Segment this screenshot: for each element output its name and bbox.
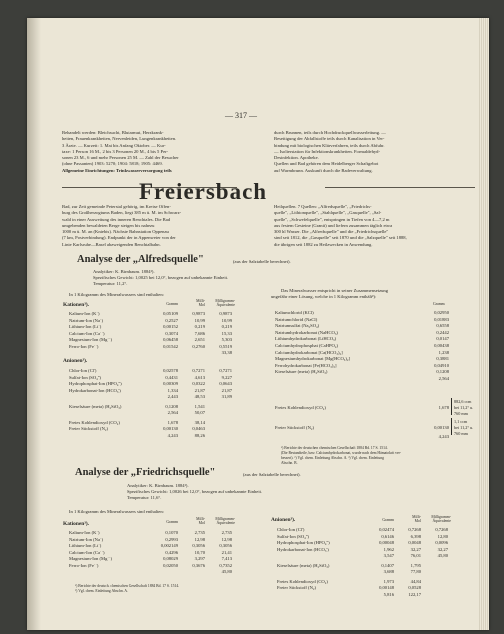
meta-line: Temperatur: 11,6°. xyxy=(127,495,162,501)
intro-right-line: — Isolierstation für Infektionskrankheiten. Formaldehyd- xyxy=(274,148,381,154)
intro-left-heading: Allgemeine Einrichtungen: Trinkwasserversorgung teils xyxy=(62,167,172,173)
a2-anionen-label: Anionen³). xyxy=(271,517,296,523)
table-row: Kieselsäure (meta) (H₂SiO₃) 0,1208 1,541 xyxy=(69,403,205,409)
sum-row: 33,38 xyxy=(221,350,232,355)
desc-right-line: 300 hl Wasser. Die „Alfredsquelle" und die „Friedrichsquelle" xyxy=(274,229,389,235)
intro-left-line: (ohne Passanten) 1903: 5270; 1904: 5818; 1905: 4469. xyxy=(62,161,163,167)
sum-row: 45,80 xyxy=(221,569,232,574)
a1-salts-intro: Das Mineralwasser entspricht in seiner Zusammensetzung ungefähr einer Lösung, welche in 1 Kilogramm enthält³): xyxy=(271,288,389,300)
a1-salts-header: Gramm xyxy=(433,302,445,306)
a1-anionen-label: Anionen³). xyxy=(63,358,88,364)
table-row: Ferro-Ion (Fe˙˙) 0,01542 0,2760 0,5519 xyxy=(69,343,232,349)
col-header: Milli- Mol xyxy=(196,299,205,307)
table-row: Calcium-Ion (Ca˙˙) 0,4296 10,70 21,41 xyxy=(69,549,232,555)
desc-right-line: aus festem Gesteine (Granit) und liefern zusammen täglich etwa xyxy=(274,222,393,228)
intro-right-line: bindung mit biologischen Klärverfahren, teils durch Abfuhr. xyxy=(274,142,385,148)
meta-line: Analytiker: K. Birnbaum. 1884¹). xyxy=(93,269,155,274)
section-title: Freiersbach xyxy=(139,179,268,204)
table-row: Hydrokarbonat-Ion (HCO₃') 1,962 32,27 32,27 xyxy=(277,546,448,552)
intro-right-line: Beseitigung der Abfallstoffe teils durch Kanalisation in Ver- xyxy=(274,136,385,142)
a2-anionen xyxy=(277,527,448,597)
a1-n2-label: Freier Stickstoff (N₂) xyxy=(275,425,315,430)
analysis-2-meta xyxy=(127,483,262,500)
meta-line: Spezifisches Gewicht: 1,0026 bei 12,0°, bezogen auf unbekannte Einheit. xyxy=(127,489,263,495)
table-row: Sulfat-Ion (SO₄'') 0,6146 6,398 12,80 xyxy=(277,533,448,539)
a1-footnotes: ¹) Berichte der deutschen chemischen Gesellschaft 1884 Bd. 17 S. 1514. (Die Bestandteile, bzw. Calciumhydrokarbonat, wurde nach dem Hämatokrit ver- bessert). ²) Vgl. chem. Einleitung Abschn. A. ³) Vgl. chem. Einleitung Abschn. B. xyxy=(281,446,402,465)
intro-left-line: sonen 23 M., 6 und mehr Personen 25 M. — Zahl der Besucher xyxy=(62,155,179,161)
a1-n2-value: 0,00130 xyxy=(434,425,449,430)
meta-line: Spezifisches Gewicht: 1,0025 bei 12,0°, bezogen auf unbekannte Einheit. xyxy=(93,275,229,281)
col-header: Milligramm- Äquivalente xyxy=(215,299,235,307)
desc-right-line: sind seit 1812, die „Gasquelle" seit 1870 und die „Salzquelle" seit 1888, xyxy=(274,235,407,241)
page-edge xyxy=(479,18,489,630)
desc-left-line: Bad, zur Zeit gemeinde Peterstal gehörig, im Kreise Offen- xyxy=(62,204,171,209)
table-row: Natrium-Ion (Na˙) 0,2993 12,98 12,98 xyxy=(69,536,232,542)
page-number: — 317 — xyxy=(225,111,257,120)
a2-kationen-label: Kationen³). xyxy=(63,521,90,527)
table-row: Kaliumchlorid (KCl) 0,02950 xyxy=(275,310,449,315)
a1-co2-value: 1,678 xyxy=(438,405,449,410)
analysis-2-intro: In 1 Kilogramm des Mineralwassers sind enthalten: xyxy=(69,509,164,514)
col-header: Gramm xyxy=(166,302,178,306)
analysis-2-note: (aus der Salztabelle berechnet). xyxy=(243,472,301,477)
table-row: Hydrokarbonat-Ion (HCO₃') 1,334 21,87 21,87 xyxy=(69,387,232,393)
table-row: Sulfat-Ion (SO₄'') 0,4431 4,613 9,227 xyxy=(69,374,232,380)
sum-row: 3,547 76,01 45,80 xyxy=(383,553,448,558)
intro-right xyxy=(274,130,386,173)
table-row: Magnesium-Ion (Mg˙˙) 0,08029 3,297 7,413 xyxy=(69,556,232,561)
a1-total: 4,243 xyxy=(438,434,449,439)
a2r-header: Gramm Milli- Mol Milligramm- Äquivalente xyxy=(382,515,451,523)
table-row: Kieselsäure (meta) (H₂SiO₃) 0,1208 xyxy=(275,369,449,375)
table-row: Freies Kohlendioxyd (CO₂) 1,678 38,14 xyxy=(69,419,205,425)
a2-header: Gramm Milli- Mol Milligramm- Äquivalente xyxy=(166,517,235,525)
table-row: Ferro-Ion (Fe˙˙) 0,02050 0,3676 0,7352 xyxy=(69,562,232,568)
a1-kationen xyxy=(69,311,232,355)
a1-n2-note: 1,1 ccm bei 11,2° u. 760 mm xyxy=(454,419,474,436)
intro-right-line: auf Warmbrunn. Auskunft durch die Badeverwaltung. xyxy=(274,167,373,173)
meta-line: Analytiker: K. Birnbaum. 1884¹). xyxy=(127,483,189,488)
intro-right-line: durch Brunnen, teils durch Hochdruckquellwasserleitung. — xyxy=(274,130,386,135)
total-row: 5,816 122,17 xyxy=(383,591,421,597)
a1-co2-note: 882,6 ccm bei 11,2° u. 760 mm xyxy=(454,399,474,416)
table-row: Calcium-Ion (Ca˙˙) 0,3074 7,686 15,33 xyxy=(69,330,232,336)
desc-right-line: quelle", „Schwefelquelle", entspringen in Tiefen von 4—7,2 m xyxy=(274,216,390,222)
intro-right-line: Desinfektion. Apotheke. xyxy=(274,155,319,161)
a1-co2-label: Freies Kohlendioxyd (CO₂) xyxy=(275,405,326,410)
desc-right-line: die übrigen seit 1882 zu Heilzwecken in Anwendung. xyxy=(274,241,373,247)
meta-line: Temperatur: 11,2°. xyxy=(93,281,128,287)
table-row: Ferrohydrokarbonat [Fe(HCO₃)₂] 0,04910 xyxy=(275,362,449,368)
analysis-1-intro: In 1 Kilogramm des Mineralwassers sind enthalten: xyxy=(69,292,164,297)
desc-left-line: wald in einer Ausweitung des inneren Renchtales. Die Bad xyxy=(62,216,171,222)
table-row: Magnesium-Ion (Mg˙˙) 0,06458 2,651 5,303 xyxy=(69,337,232,342)
a1-header xyxy=(151,299,235,307)
title-rule-right xyxy=(325,187,475,188)
table-row: Natriumsulfat (Na₂SO₄) 0,6558 xyxy=(275,323,449,329)
desc-left-line: 1000 m ü. M. an (Kniebis). Nächste Bahnstation Oppenau xyxy=(62,229,169,235)
table-row: Natrium-Ion (Na˙) 0,2527 10,99 10,99 xyxy=(69,317,232,323)
brace xyxy=(451,398,452,415)
sum-row: 2,564 xyxy=(438,375,449,381)
table-row: Kalium-Ion (K˙) 0,1070 2,735 2,735 xyxy=(69,530,232,535)
a1-anionen xyxy=(69,368,232,438)
table-row: Natriumhydrokarbonat (NaHCO₃) 0,2442 xyxy=(275,329,449,335)
desc-left xyxy=(62,204,181,247)
desc-left-line: burg des Großherzogtums Baden, liegt 385 m ü. M. im Schwarz- xyxy=(62,210,182,216)
desc-right-line: quelle", „Lithionquelle", „Stahlquelle", „Gasquelle", „Sal- xyxy=(274,210,382,216)
table-row: Hydrophosphat-Ion (HPO₄'') 0,00048 0,0048 0,0096 xyxy=(277,540,448,545)
table-row: Lithium-Ion (Li˙) 0,002149 0,3056 0,3056 xyxy=(69,543,232,548)
table-row: Lithiumhydrokarbonat (LiHCO₃) 0,0147 xyxy=(275,336,449,342)
table-row: Natriumchlorid (NaCl) 0,01883 xyxy=(275,316,449,322)
sum-row: 3,688 77,80 xyxy=(383,569,421,574)
table-row: Kalium-Ion (K˙) 0,05109 0,9873 0,9873 xyxy=(69,311,232,316)
intro-left-line: 3 Ärzte. — Kurzeit: 1. Mai bis Anfang Oktober. — Kur- xyxy=(62,142,166,148)
table-row: Freier Stickstoff (N₂) 0,00148 0,0528 xyxy=(277,585,421,590)
table-row: Chlor-Ion (Cl') 0,02578 0,7271 0,7271 xyxy=(69,368,232,373)
intro-left-line: taxe: 1 Person 16 M., 2 bis 3 Personen 20 M., 4 bis 5 Per- xyxy=(62,148,169,154)
desc-right-line: Heilquellen. 7 Quellen: „Alfredsquelle", „Friedrichs- xyxy=(274,204,372,209)
table-row: Freier Stickstoff (N₂) 0,00130 0,0463 xyxy=(69,426,205,431)
table-row: Freies Kohlendioxyd (CO₂) 1,973 44,84 xyxy=(277,578,421,584)
intro-left-line: Behandelt werden: Bleichsucht, Blutarmut, Herzkrank- xyxy=(62,130,164,135)
intro-left xyxy=(62,130,179,173)
a1-salts xyxy=(275,310,449,381)
table-row: Magnesiumhydrokarbonat [Mg(HCO₃)₂] 0,3881 xyxy=(275,356,449,362)
desc-left-line: (7 km, Postverbindung). Endpunkt der in Appenweier von der xyxy=(62,235,176,241)
desc-left-line: umgebenden bewaldeten Berge steigen bis nahezu xyxy=(62,222,155,228)
sum-row: 2,564 50,07 xyxy=(167,410,205,415)
intro-right-line: Quellen und Bad gehören dem Heidelberger Schaftgebot xyxy=(274,161,379,167)
table-row: Calciumhydrokarbonat [Ca(HCO₃)₂] 1,238 xyxy=(275,349,449,355)
analysis-2-title: Analyse der „Friedrichsquelle" xyxy=(75,467,216,478)
desc-left-line: Linie Karlsruhe—Basel abzweigenden Renchtalbahn. xyxy=(62,241,161,247)
table-row: Chlor-Ion (Cl') 0,02474 0,7268 0,7268 xyxy=(277,527,448,532)
gutter-shadow xyxy=(27,18,41,630)
a1-kationen-label: Kationen³). xyxy=(63,302,90,308)
table-row: Lithium-Ion (Li˙) 0,00152 0,219 0,219 xyxy=(69,324,232,329)
table-row: Kieselsäure (meta) (H₂SiO₃) 0,1407 1,795 xyxy=(277,562,421,568)
table-row: Hydrophosphat-Ion (HPO₄'') 0,00309 0,0322 0,0643 xyxy=(69,381,232,386)
a2-footnotes: ¹) Berichte der deutsch. chemischen Gesellschaft 1884 Bd. 17 S. 1514. ²) Vgl. chem. Einleitung Abschn. A. xyxy=(75,584,180,593)
analysis-1-note: (aus der Salztabelle berechnet). xyxy=(233,259,291,264)
brace xyxy=(451,418,452,435)
table-row: Calciumhydrophosphat (CaHPO₄) 0,00438 xyxy=(275,342,449,348)
a2-kationen xyxy=(69,530,232,574)
sum-row: 2,443 48,53 31,89 xyxy=(167,394,232,399)
book-page xyxy=(27,18,489,630)
intro-left-line: heiten, Frauenkrankheiten, Nervenleiden, Lungenkrankheiten. xyxy=(62,136,177,142)
analysis-1-title: Analyse der „Alfredsquelle" xyxy=(77,254,204,265)
analysis-1-meta xyxy=(93,269,228,286)
desc-right xyxy=(274,204,407,247)
total-row: 4,243 88,26 xyxy=(167,432,205,438)
